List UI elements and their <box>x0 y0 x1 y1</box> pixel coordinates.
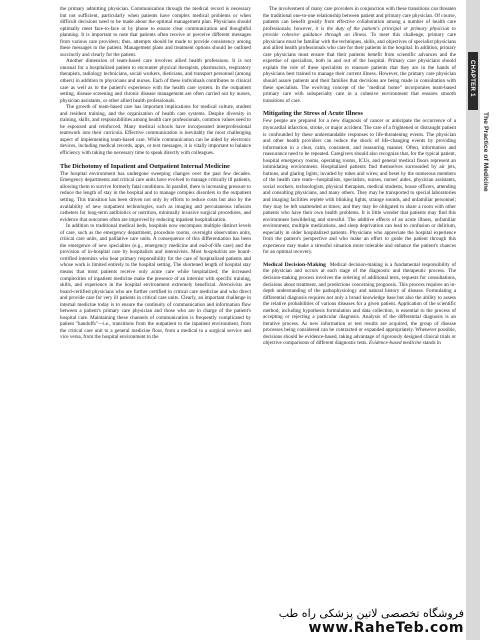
section-heading: Mitigating the Stress of Acute Illness <box>263 110 363 118</box>
emphasis-term: hospitalists <box>203 249 228 256</box>
paragraph: The growth of team-based care has important implications for medical culture, student and resident training, and the organization of health care systems. Despite diversity in training, skills, and responsibilities among health care professionals, common values need to be espoused and reinforced. Many medical schools have incorporated interprofessional teamwork into their curricula. Effective communication is inevitably the most challenging aspect of implementing team-based care. While communication can be aided by electronic devices, including medical records, apps, or text messages, it is vitally important to balance efficiency with taking the necessary time to speak directly with colleagues. <box>60 104 251 157</box>
paragraph: Another dimension of team-based care involves allied health professions. It is not unusual for a hospitalized patient to encounter physical therapists, pharmacists, respiratory therapists, radiology technicians, social workers, dieticians, and transport personnel (among others) in addition to physicians and nurses. Each of these individuals contributes to clinical care as well as to the patient's experience with the health care system. In the outpatient setting, disease screening and chronic disease management are often carried out by nurses, physician assistants, or other allied health professionals. <box>60 58 251 104</box>
watermark-text: فروشگاه تخصصی لاتین پزشکی راه طب <box>278 607 464 620</box>
paragraph: Few people are prepared for a new diagnosis of cancer or anticipate the occurrence of a myocardial infarction, stroke, or major accident. The care of a frightened or distraught patient is confounded by these understandable responses to life-threatening events. The physician and other health providers can reduce the shock of life-changing events by providing information in a clear, calm, consistent, and reassuring manner. Often, information and reassurance need to be repeated. Caregivers should also recognize that, for the typical patient, hospital emergency rooms, operating rooms, ICUs, and general medical floors represent an intimidating environment. Hospitalized patients find themselves surrounded by air jets, buttons, and glaring lights; invaded by tubes and wires; and beset by the numerous members of the health care team—hospitalists, specialists, nurses, nurses' aides, physician assistants, social workers, technologists, physical therapists, medical students, house officers, attending and consulting physicians, and many others. They may be transported to special laboratories and imaging facilities replete with blinking lights, strange sounds, and unfamiliar personnel; they may be left unattended at times; and they may be obligated to share a room with other patients who have their own health problems. It is little wonder that patients may find this environment bewildering and stressful. The additive effects of an acute illness, unfamiliar environment, multiple medications, and sleep deprivation can lead to confusion or delirium, especially in older hospitalized patients. Physicians who appreciate the hospital experience from the patient's perspective and who make an effort to guide the patient through this experience may make a stressful situation more tolerable and enhance the patient's chances for an optimal recovery. <box>263 118 456 256</box>
emphasis-term: Evidence-based medicine <box>368 340 422 347</box>
section-label: The Practice of Medicine <box>482 112 489 192</box>
right-column <box>263 6 456 347</box>
paragraph: The involvement of many care providers in conjunction with these transitions can threaten the traditional one-to-one relationship between patient and primary care physician. Of course, patients can benefit greatly from effective collaboration among a number of health care professionals; however, it is the duty of the patient's principal or primary physician to provide cohesive guidance through an illness. To meet this challenge, primary care physicians must be familiar with the techniques, skills, and objectives of specialist physicians and allied health professionals who care for their patients in the hospital. In addition, primary care physicians must ensure that their patients benefit from scientific advances and the expertise of specialists, both in and out of the hospital. Primary care physicians should explain the role of these specialists to reassure patients that they are in the hands of physicians best trained to manage their current illness. However, the primary care physician should assure patients and their families that decisions are being made in consultation with these specialists. The evolving concept of the "medical home" incorporates team-based primary care with subspecialty care in a cohesive environment that ensures smooth transitions of care. <box>263 6 456 104</box>
emphasis-term: Intensivists <box>219 282 243 289</box>
section-heading: The Dichotomy of Inpatient and Outpatient Internal Medicine <box>60 162 230 170</box>
paragraph: Medical Decision-Making Medical decision-making is a fundamental responsibility of the physician and occurs at each stage of the diagnostic and therapeutic process. The decision-making process involves the ordering of additional tests, requests for consultations, decisions about treatment, and predictions concerning prognosis. This process requires an in-depth understanding of the pathophysiology and natural history of disease. Formulating a differential diagnosis requires not only a broad knowledge base but also the ability to assess the relative probabilities of various diseases for a given patient. Application of the scientific method, including hypothesis formulation and data collection, is essential to the process of accepting or rejecting a particular diagnosis. Analysis of the differential diagnosis is an iterative process. As new information or test results are acquired, the group of disease processes being considered can be contracted or expanded appropriately. Whenever possible, decisions should be evidence-based, taking advantage of rigorously designed clinical trials or objective comparisons of different diagnostic tests. Evidence-based medicine stands in <box>263 261 456 347</box>
chapter-tab <box>468 52 478 110</box>
left-column <box>60 6 251 341</box>
paragraph: The hospital environment has undergone sweeping changes over the past few decades. Emergency departments and critical care units have evolved to manage critically ill patients, allowing them to survive formerly fatal conditions. In parallel, there is increasing pressure to reduce the length of stay in the hospital and to manage complex disorders in the outpatient setting. This transition has been driven not only by efforts to reduce costs but also by the availability of new outpatient technologies, such as imaging and percutaneous infusion catheters for long-term antibiotics or nutrition, minimally invasive surgical procedures, and evidence that outcomes often are improved by reducing inpatient hospitalization. <box>60 170 251 223</box>
paragraph: In addition to traditional medical beds, hospitals now encompass multiple distinct levels of care, such as the emergency department, procedure rooms, overnight observation units, critical care units, and palliative care units. A consequence of this differentiation has been the emergence of new specialties (e.g., emergency medicine and end-of-life care) and the provision of in-hospital care by hospitalists and intensivists. Most hospitalists are board-certified internists who bear primary responsibility for the care of hospitalized patients and whose work is limited entirely to the hospital setting. The shortened length of hospital stay means that most patients receive only acute care while hospitalized; the increased complexities of inpatient medicine make the presence of an internist with specific training, skills, and experience in the hospital environment extremely beneficial. Intensivists are board-certified physicians who are further certified in critical care medicine and who direct and provide care for very ill patients in critical care units. Clearly, an important challenge in internal medicine today is to ensure the continuity of communication and information flow between a patient's primary care physician and those who are in charge of the patient's hospital care. Maintaining these channels of communication is frequently complicated by patient "handoffs"—i.e., transitions from the outpatient to the inpatient environment, from the critical care unit to a general medicine floor, from a medical to a surgical service and vice versa, from the hospital environment to the <box>60 223 252 341</box>
chapter-label: CHAPTER 1 <box>469 60 475 97</box>
watermark-url: www.RaheTeb.com <box>308 620 464 636</box>
watermark <box>279 607 464 636</box>
emphasis-text: it is the duty of the patient's principal or primary physician to provide cohesive guidance through an illness. <box>263 25 456 39</box>
runin-heading: Medical Decision-Making <box>263 261 327 268</box>
paragraph: the primary admitting physician. Communication through the medical record is necessary but not sufficient, particularly when patients have complex medical problems or when difficult decisions need to be made about the optimal management plan. Physicians should optimally meet face-to-face or by phone to ensure clear communication and thoughtful planning. It is important to note that patients often receive or perceive different messages from various care providers; thus, attempts should be made to provide consistency among these messages to the patient. Management plans and treatment options should be outlined succinctly and clearly for the patient. <box>60 6 251 58</box>
chapter-sidebar <box>466 0 500 640</box>
